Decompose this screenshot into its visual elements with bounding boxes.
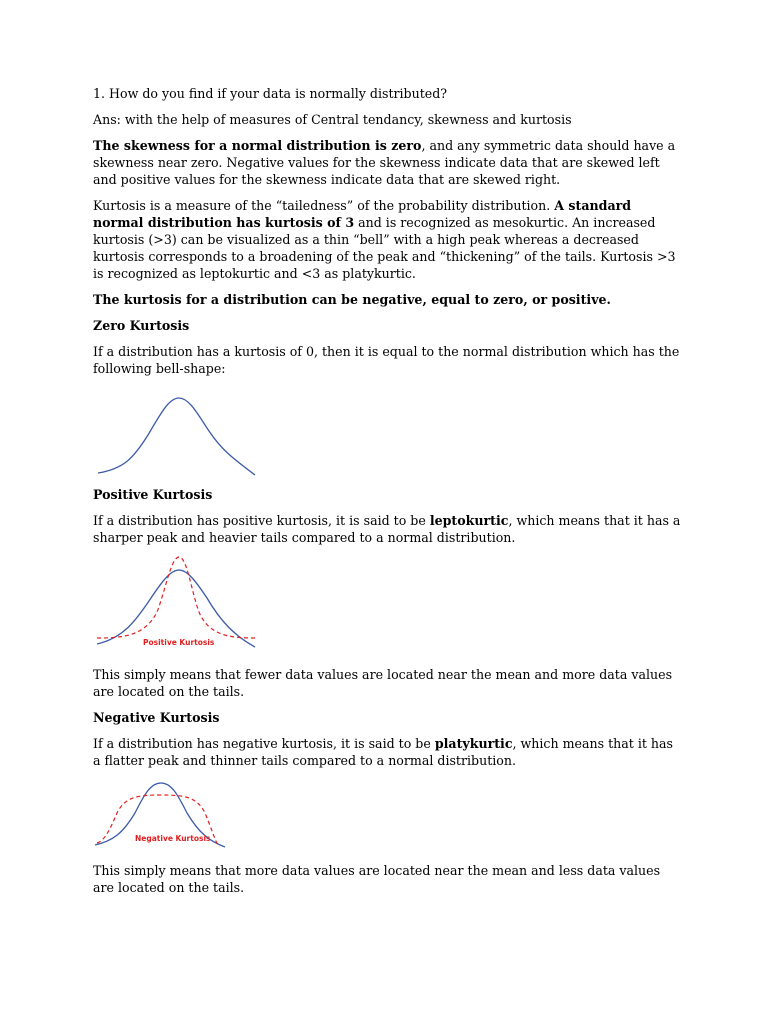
normal-curve [97,570,255,647]
leptokurtic-curve [97,557,255,638]
positive-kurtosis-figure [93,552,263,652]
skewness-text: , and any symmetric data should have a skewness near zero. Negative values for the skewness indicate data that are skewed left and positive values for the skewness indicate data that are skewed right. [93,138,676,187]
skewness-bold: The skewness for a normal distribution is zero [93,138,422,153]
positive-kurtosis-figure-label: Positive Kurtosis [143,638,215,647]
positive-kurtosis-heading: Positive Kurtosis [93,487,213,502]
negative-kurtosis-summary: This simply means that more data values are located near the mean and less data values are located on the tails. [93,863,661,895]
document-page [93,85,683,896]
normal-curve [98,398,255,475]
positive-kurtosis-text: If a distribution has positive kurtosis, it is said to be leptokurtic, which means that it has a sharper peak and heavier tails compared to a normal distribution. [93,513,681,545]
answer-line: Ans: with the help of measures of Central tendancy, skewness and kurtosis [93,112,572,127]
negative-kurtosis-figure-label: Negative Kurtosis [135,834,211,843]
skewness-paragraph [93,137,683,188]
negative-kurtosis-figure [93,775,233,850]
normal-distribution-figure [93,383,263,478]
negative-kurtosis-text: If a distribution has negative kurtosis, it is said to be platykurtic, which means that it has a flatter peak and thinner tails compared to a normal distribution. [93,736,673,768]
platykurtic-term: platykurtic [434,736,513,751]
kurtosis-sign-statement: The kurtosis for a distribution can be negative, equal to zero, or positive. [93,292,611,307]
kurtosis-text-2: and is recognized as mesokurtic. An increased kurtosis (>3) can be visualized as a thin “bell” with a high peak whereas a decreased kurtosis corresponds to a broadening of the peak and “thickening” of the tails. Kurtosis >3 is recognized as leptokurtic and <3 as platykurtic. [93,215,676,281]
zero-kurtosis-heading: Zero Kurtosis [93,318,190,333]
kurtosis-bold: A standard normal distribution has kurtosis of 3 [93,198,632,230]
negative-kurtosis-heading: Negative Kurtosis [93,710,220,725]
question-heading: 1. How do you find if your data is normally distributed? [93,86,448,101]
positive-kurtosis-summary: This simply means that fewer data values are located near the mean and more data values are located on the tails. [93,667,673,699]
zero-kurtosis-text: If a distribution has a kurtosis of 0, then it is equal to the normal distribution which has the following bell-shape: [93,344,680,376]
leptokurtic-term: leptokurtic [429,513,509,528]
kurtosis-text-1: Kurtosis is a measure of the “tailedness” of the probability distribution. [93,198,555,213]
kurtosis-paragraph [93,197,683,282]
